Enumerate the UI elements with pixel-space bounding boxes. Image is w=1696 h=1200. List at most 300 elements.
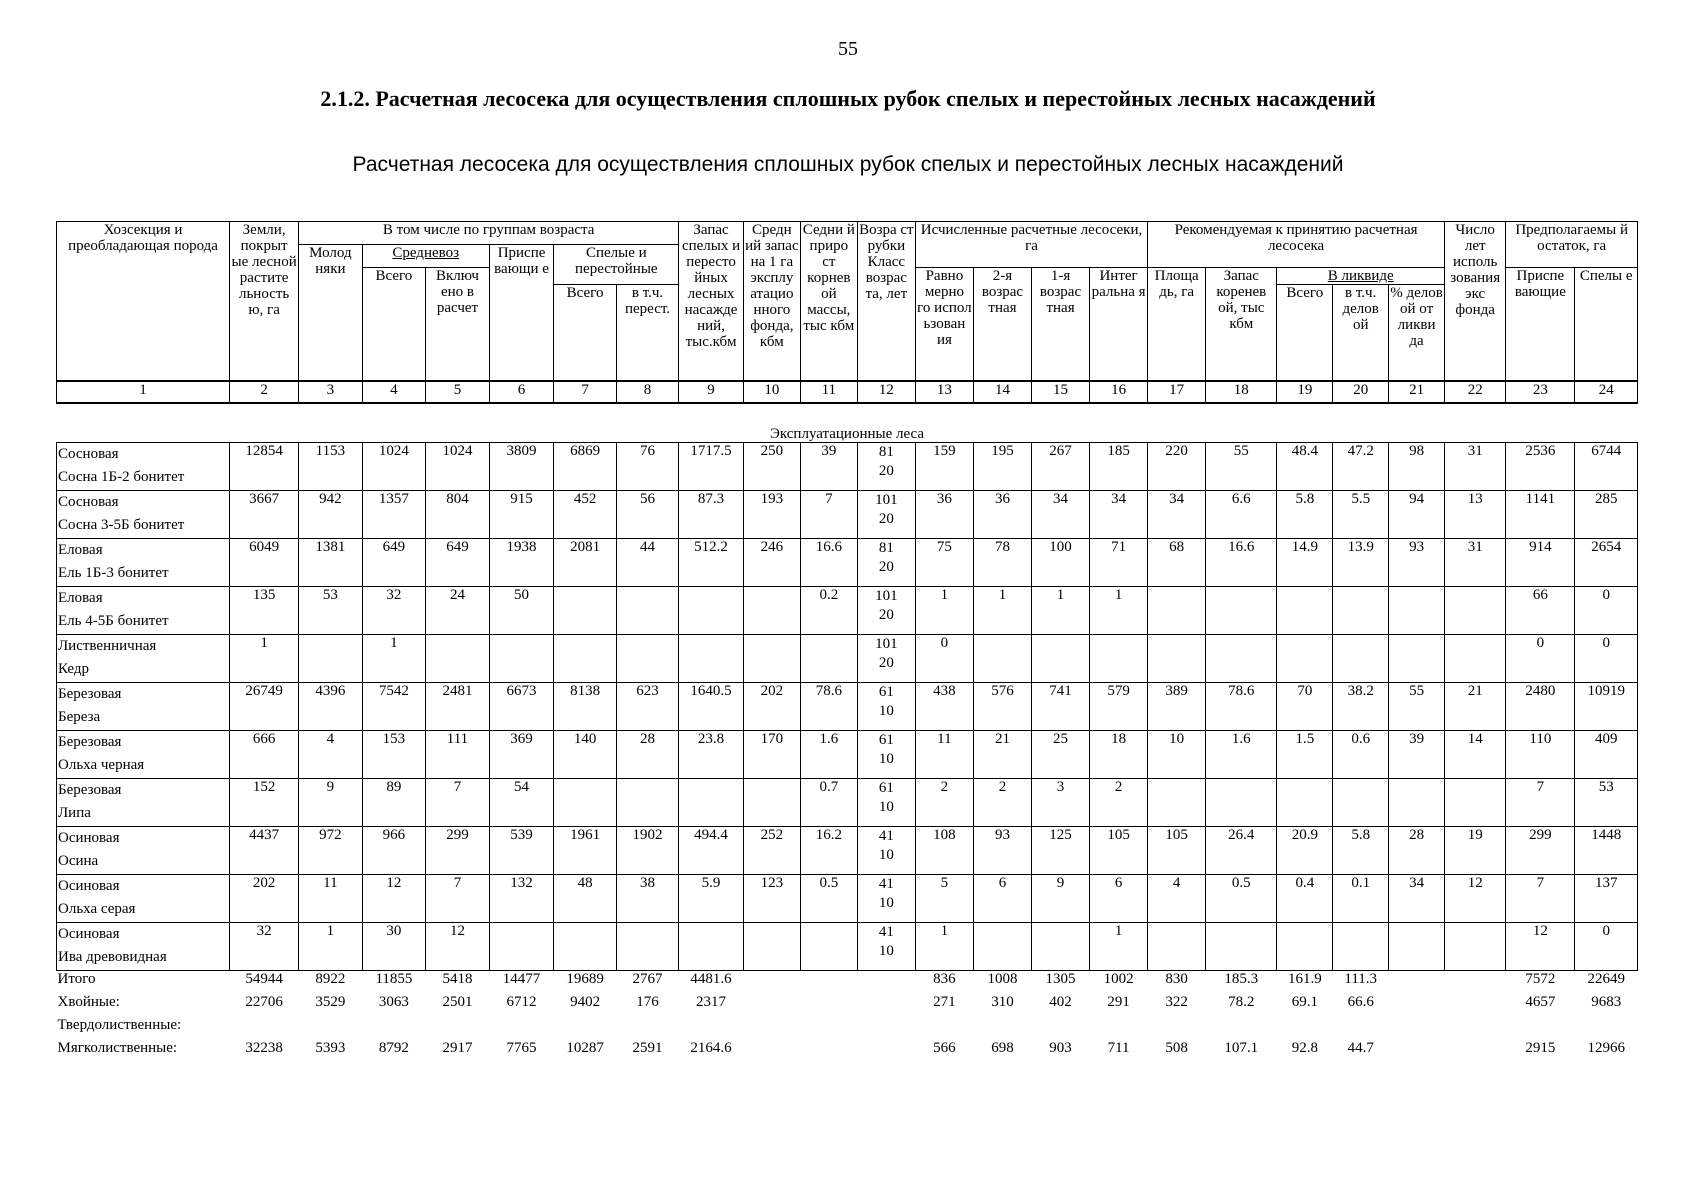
table-cell xyxy=(1148,922,1206,970)
hozsection-label: Еловая xyxy=(58,541,103,558)
table-cell: 12854 xyxy=(230,442,299,490)
cutting-age-cell xyxy=(857,922,915,970)
column-number-8: 8 xyxy=(616,381,678,403)
table-cell: 89 xyxy=(362,778,426,826)
total-cell: 322 xyxy=(1165,993,1188,1010)
table-cell xyxy=(1445,922,1506,970)
cutting-age-cell xyxy=(857,442,915,490)
table-cell: 4437 xyxy=(230,826,299,874)
total-cell xyxy=(1032,1017,1090,1040)
table-cell: 1 xyxy=(915,922,973,970)
hozsection-label: Осиновая xyxy=(58,829,120,846)
cutting-age-value: 81 xyxy=(878,539,894,556)
table-cell: 6 xyxy=(1090,874,1148,922)
species-cell xyxy=(57,586,230,634)
header-rem-mature: Спелы е xyxy=(1575,268,1638,381)
table-cell: 1024 xyxy=(362,442,426,490)
column-number-21: 21 xyxy=(1389,381,1445,403)
total-cell: 566 xyxy=(933,1039,956,1056)
table-cell: 1 xyxy=(299,922,363,970)
table-cell: 1 xyxy=(362,634,426,682)
table-cell xyxy=(1445,634,1506,682)
header-uniform: Равно мерно го испол ьзован ия xyxy=(915,268,973,381)
table-row xyxy=(57,682,1638,730)
table-cell: 123 xyxy=(743,874,800,922)
table-cell: 5.9 xyxy=(679,874,744,922)
total-cell: 7572 xyxy=(1525,970,1556,987)
table-cell: 914 xyxy=(1506,538,1575,586)
total-cell: 1305 xyxy=(1045,970,1076,987)
table-cell: 915 xyxy=(489,490,554,538)
total-cell xyxy=(1506,1017,1575,1040)
total-cell xyxy=(1090,1017,1148,1040)
cutting-age-cell xyxy=(857,778,915,826)
species-label: Береза xyxy=(58,708,101,725)
species-cell xyxy=(57,730,230,778)
cutting-age-value: 101 xyxy=(875,635,898,652)
total-cell: 4481.6 xyxy=(690,970,732,987)
table-cell: 54 xyxy=(489,778,554,826)
table-row xyxy=(57,538,1638,586)
total-cell: 54944 xyxy=(245,970,283,987)
table-cell: 250 xyxy=(743,442,800,490)
table-row xyxy=(57,826,1638,874)
table-row xyxy=(57,490,1638,538)
total-cell xyxy=(743,1040,800,1063)
total-cell xyxy=(1445,970,1506,994)
total-cell: 830 xyxy=(1165,970,1188,987)
table-cell: 48.4 xyxy=(1277,442,1333,490)
table-cell xyxy=(554,922,616,970)
total-cell: 2164.6 xyxy=(690,1039,732,1056)
table-cell: 93 xyxy=(973,826,1031,874)
species-cell xyxy=(57,826,230,874)
cutting-age-cell xyxy=(857,874,915,922)
table-cell: 98 xyxy=(1389,442,1445,490)
table-cell: 7 xyxy=(426,874,490,922)
table-totals xyxy=(57,970,1638,1063)
table-cell xyxy=(1148,634,1206,682)
cutting-age-value: 41 xyxy=(878,875,894,892)
table-cell: 579 xyxy=(1090,682,1148,730)
table-cell xyxy=(743,778,800,826)
table-cell xyxy=(679,634,744,682)
table-cell: 76 xyxy=(616,442,678,490)
header-remainder: Предполагаемы й остаток, га xyxy=(1506,222,1638,268)
table-cell xyxy=(1206,634,1277,682)
table-cell: 34 xyxy=(1148,490,1206,538)
column-number-2: 2 xyxy=(230,381,299,403)
cutting-age-value: 41 xyxy=(878,827,894,844)
table-cell: 32 xyxy=(230,922,299,970)
table-cell xyxy=(1148,586,1206,634)
total-cell xyxy=(1389,1017,1445,1040)
table-cell: 5.8 xyxy=(1277,490,1333,538)
table-cell: 34 xyxy=(1389,874,1445,922)
table-cell xyxy=(1148,778,1206,826)
table-cell: 55 xyxy=(1206,442,1277,490)
table-cell: 26.4 xyxy=(1206,826,1277,874)
header-integral: Интег ральна я xyxy=(1090,268,1148,381)
species-cell xyxy=(57,634,230,682)
total-cell: 2591 xyxy=(632,1039,663,1056)
total-cell: 111.3 xyxy=(1344,970,1378,987)
table-cell xyxy=(743,922,800,970)
table-cell xyxy=(554,586,616,634)
table-row xyxy=(57,586,1638,634)
table-cell: 2480 xyxy=(1506,682,1575,730)
column-number-5: 5 xyxy=(426,381,490,403)
total-row xyxy=(57,1017,1638,1040)
column-number-15: 15 xyxy=(1032,381,1090,403)
page-number: 55 xyxy=(838,38,858,60)
total-label: Мягколиственные: xyxy=(57,1039,178,1056)
cutting-age-cell xyxy=(857,826,915,874)
total-cell: 2501 xyxy=(442,993,473,1010)
hozsection-label: Еловая xyxy=(58,589,103,606)
table-cell xyxy=(1333,586,1389,634)
total-cell: 3063 xyxy=(378,993,409,1010)
table-cell: 1.6 xyxy=(1206,730,1277,778)
table-cell: 252 xyxy=(743,826,800,874)
total-cell: 836 xyxy=(933,970,956,987)
total-cell: 78.2 xyxy=(1228,993,1255,1010)
column-number-3: 3 xyxy=(299,381,363,403)
table-cell: 1 xyxy=(1090,922,1148,970)
table-cell: 66 xyxy=(1506,586,1575,634)
table-cell: 4 xyxy=(1148,874,1206,922)
table-cell xyxy=(973,634,1031,682)
total-cell xyxy=(1277,1017,1333,1040)
header-young: Молод няки xyxy=(299,245,363,381)
table-cell xyxy=(426,634,490,682)
cutting-age-value: 101 xyxy=(875,491,898,508)
column-number-13: 13 xyxy=(915,381,973,403)
table-cell xyxy=(1389,634,1445,682)
table-cell: 666 xyxy=(230,730,299,778)
table-cell xyxy=(1333,634,1389,682)
table-cell: 3667 xyxy=(230,490,299,538)
total-cell: 5418 xyxy=(442,970,473,987)
total-cell: 66.6 xyxy=(1347,993,1374,1010)
table-cell: 93 xyxy=(1389,538,1445,586)
table-cell: 38.2 xyxy=(1333,682,1389,730)
total-cell xyxy=(1333,1017,1389,1040)
table-cell: 108 xyxy=(915,826,973,874)
table-cell: 741 xyxy=(1032,682,1090,730)
total-row xyxy=(57,970,1638,994)
table-cell: 1 xyxy=(973,586,1031,634)
total-row xyxy=(57,994,1638,1017)
table-cell: 0.7 xyxy=(800,778,857,826)
table-cell: 0.5 xyxy=(800,874,857,922)
total-cell: 92.8 xyxy=(1291,1039,1318,1056)
table-cell: 7 xyxy=(800,490,857,538)
table-cell: 16.6 xyxy=(1206,538,1277,586)
header-liquid-percent: % делов ой от ликви да xyxy=(1389,285,1445,381)
table-cell: 6.6 xyxy=(1206,490,1277,538)
table-cell xyxy=(679,586,744,634)
header-liquid: В ликвиде xyxy=(1277,268,1445,285)
table-cell: 7 xyxy=(1506,778,1575,826)
total-cell xyxy=(679,1017,744,1040)
column-number-16: 16 xyxy=(1090,381,1148,403)
age-class-value: 20 xyxy=(878,510,894,527)
total-cell: 161.9 xyxy=(1287,970,1322,987)
age-class-value: 10 xyxy=(878,942,894,959)
table-cell xyxy=(489,922,554,970)
table-cell: 39 xyxy=(800,442,857,490)
column-number-17: 17 xyxy=(1148,381,1206,403)
table-cell: 38 xyxy=(616,874,678,922)
table-cell: 0 xyxy=(1575,586,1638,634)
table-cell: 170 xyxy=(743,730,800,778)
table-cell: 105 xyxy=(1148,826,1206,874)
total-cell xyxy=(1206,1017,1277,1040)
table-cell: 1381 xyxy=(299,538,363,586)
total-cell xyxy=(1445,1040,1506,1063)
total-cell xyxy=(489,1017,554,1040)
table-cell: 202 xyxy=(743,682,800,730)
table-cell xyxy=(973,922,1031,970)
header-liquid-business: в т.ч. делов ой xyxy=(1333,285,1389,381)
table-cell: 36 xyxy=(973,490,1031,538)
table-cell: 110 xyxy=(1506,730,1575,778)
total-cell xyxy=(973,1017,1031,1040)
table-cell xyxy=(1032,922,1090,970)
species-label: Ель 1Б-3 бонитет xyxy=(58,564,169,581)
hozsection-label: Осиновая xyxy=(58,877,120,894)
column-number-9: 9 xyxy=(679,381,744,403)
header-computed: Исчисленные расчетные лесосеки, га xyxy=(915,222,1147,268)
total-cell: 1008 xyxy=(987,970,1018,987)
table-cell: 2654 xyxy=(1575,538,1638,586)
cutting-age-value: 61 xyxy=(878,779,894,796)
table-cell xyxy=(1333,922,1389,970)
table-cell: 1024 xyxy=(426,442,490,490)
total-cell: 711 xyxy=(1107,1039,1130,1056)
header-area: Площа дь, га xyxy=(1148,268,1206,381)
table-cell: 1141 xyxy=(1506,490,1575,538)
table-cell: 4396 xyxy=(299,682,363,730)
table-cell: 649 xyxy=(362,538,426,586)
header-mature: Спелые и перестойные xyxy=(554,245,679,285)
table-cell xyxy=(1032,634,1090,682)
column-number-24: 24 xyxy=(1575,381,1638,403)
table-row xyxy=(57,634,1638,682)
table-cell xyxy=(299,634,363,682)
table-cell: 137 xyxy=(1575,874,1638,922)
table-cell xyxy=(743,634,800,682)
table-cell: 20.9 xyxy=(1277,826,1333,874)
column-number-20: 20 xyxy=(1333,381,1389,403)
table-cell: 0.4 xyxy=(1277,874,1333,922)
cutting-age-cell xyxy=(857,682,915,730)
table-cell: 152 xyxy=(230,778,299,826)
hozsection-label: Осиновая xyxy=(58,925,120,942)
table-cell: 71 xyxy=(1090,538,1148,586)
header-forest-land: Земли, покрыт ые лесной растите льность ю, га xyxy=(230,222,299,381)
header-rem-premature: Приспе вающие xyxy=(1506,268,1575,381)
table-cell xyxy=(800,922,857,970)
total-cell xyxy=(800,970,857,994)
total-cell xyxy=(1575,1017,1638,1040)
table-cell: 100 xyxy=(1032,538,1090,586)
cutting-age-cell xyxy=(857,538,915,586)
cutting-age-cell xyxy=(857,490,915,538)
table-cell: 1.6 xyxy=(800,730,857,778)
species-label: Осина xyxy=(58,852,99,869)
total-cell xyxy=(299,1017,363,1040)
age-class-value: 20 xyxy=(878,558,894,575)
total-cell: 8922 xyxy=(315,970,346,987)
header-recommended: Рекомендуемая к принятию расчетная лесосека xyxy=(1148,222,1445,268)
table-cell xyxy=(1277,922,1333,970)
column-number-23: 23 xyxy=(1506,381,1575,403)
table-cell: 0.6 xyxy=(1333,730,1389,778)
table-cell: 220 xyxy=(1148,442,1206,490)
table-cell: 9 xyxy=(299,778,363,826)
header-hozsection: Хозсекция и преобладающая порода xyxy=(57,222,230,381)
table-cell: 78.6 xyxy=(1206,682,1277,730)
table-cell: 87.3 xyxy=(679,490,744,538)
table-cell xyxy=(1277,634,1333,682)
species-label: Кедр xyxy=(58,660,90,677)
table-cell: 14 xyxy=(1445,730,1506,778)
column-number-12: 12 xyxy=(857,381,915,403)
table-cell: 78.6 xyxy=(800,682,857,730)
age-class-value: 10 xyxy=(878,702,894,719)
table-cell: 6049 xyxy=(230,538,299,586)
header-second-age: 2-я возрас тная xyxy=(973,268,1031,381)
table-cell xyxy=(1445,778,1506,826)
table-cell: 438 xyxy=(915,682,973,730)
table-cell xyxy=(1389,778,1445,826)
table-body xyxy=(57,403,1638,971)
table-cell xyxy=(1333,778,1389,826)
species-label: Ольха серая xyxy=(58,900,136,917)
total-cell: 310 xyxy=(991,993,1014,1010)
table-cell: 94 xyxy=(1389,490,1445,538)
hozsection-label: Березовая xyxy=(58,781,122,798)
total-cell xyxy=(800,994,857,1017)
column-number-14: 14 xyxy=(973,381,1031,403)
table-row xyxy=(57,874,1638,922)
table-cell xyxy=(800,634,857,682)
table-cell xyxy=(1277,778,1333,826)
hozsection-label: Сосновая xyxy=(58,493,119,510)
table-cell: 44 xyxy=(616,538,678,586)
table-cell: 389 xyxy=(1148,682,1206,730)
total-cell xyxy=(1389,994,1445,1017)
table-cell: 185 xyxy=(1090,442,1148,490)
total-label: Твердолиственные: xyxy=(57,1016,182,1033)
total-cell xyxy=(362,1017,426,1040)
table-cell: 12 xyxy=(426,922,490,970)
total-row xyxy=(57,1040,1638,1063)
species-label: Сосна 1Б-2 бонитет xyxy=(58,468,185,485)
table-cell: 23.8 xyxy=(679,730,744,778)
table-cell: 16.6 xyxy=(800,538,857,586)
table-cell xyxy=(679,922,744,970)
table-cell: 972 xyxy=(299,826,363,874)
table-cell: 246 xyxy=(743,538,800,586)
species-label: Ель 4-5Б бонитет xyxy=(58,612,169,629)
total-cell xyxy=(616,1017,678,1040)
header-premature: Приспе вающи е xyxy=(489,245,554,381)
total-cell: 2767 xyxy=(632,970,663,987)
table-cell: 1961 xyxy=(554,826,616,874)
total-cell xyxy=(857,994,915,1017)
table-cell: 0 xyxy=(1575,634,1638,682)
column-number-7: 7 xyxy=(554,381,616,403)
table-cell: 299 xyxy=(426,826,490,874)
section-heading: 2.1.2. Расчетная лесосека для осуществления сплошных рубок спелых и перестойных лесных насаждений xyxy=(320,86,1376,111)
header-cutting-age: Возра ст рубки Класс возрас та, лет xyxy=(857,222,915,381)
total-cell: 3529 xyxy=(315,993,346,1010)
table-cell: 2 xyxy=(973,778,1031,826)
total-cell: 22649 xyxy=(1587,970,1625,987)
table-cell: 0 xyxy=(1575,922,1638,970)
table-cell xyxy=(554,778,616,826)
column-number-11: 11 xyxy=(800,381,857,403)
total-cell xyxy=(857,970,915,994)
total-cell xyxy=(743,994,800,1017)
total-label: Итого xyxy=(57,970,96,987)
species-label: Сосна 3-5Б бонитет xyxy=(58,516,185,533)
table-cell: 16.2 xyxy=(800,826,857,874)
column-number-10: 10 xyxy=(743,381,800,403)
header-years-use: Число лет исполь зования экс фонда xyxy=(1445,222,1506,381)
table-cell: 2481 xyxy=(426,682,490,730)
hozsection-label: Лиственничная xyxy=(58,637,157,654)
table-cell: 5 xyxy=(915,874,973,922)
table-cell xyxy=(616,586,678,634)
section-label: Эксплуатационные леса xyxy=(769,425,925,442)
table-cell: 195 xyxy=(973,442,1031,490)
table-cell: 28 xyxy=(1389,826,1445,874)
header-middle-age: Средневоз xyxy=(362,245,489,268)
total-cell xyxy=(554,1017,616,1040)
table-cell: 11 xyxy=(915,730,973,778)
total-cell: 7765 xyxy=(506,1039,537,1056)
cutting-age-value: 81 xyxy=(878,443,894,460)
column-number-1: 1 xyxy=(57,381,230,403)
species-label: Ольха черная xyxy=(58,756,145,773)
table-cell: 649 xyxy=(426,538,490,586)
table-cell: 53 xyxy=(299,586,363,634)
total-cell: 6712 xyxy=(506,993,537,1010)
table-cell: 125 xyxy=(1032,826,1090,874)
table-cell: 6 xyxy=(973,874,1031,922)
table-cell: 942 xyxy=(299,490,363,538)
table-cell: 28 xyxy=(616,730,678,778)
cutting-age-value: 101 xyxy=(875,587,898,604)
table-cell: 50 xyxy=(489,586,554,634)
table-cell: 1640.5 xyxy=(679,682,744,730)
table-cell: 24 xyxy=(426,586,490,634)
total-cell xyxy=(743,970,800,994)
species-cell xyxy=(57,874,230,922)
total-cell xyxy=(1389,1040,1445,1063)
table-cell: 21 xyxy=(973,730,1031,778)
total-cell: 14477 xyxy=(502,970,541,987)
table-row xyxy=(57,778,1638,826)
header-avg-stock: Средн ий запас на 1 га эксплу атацио нного фонда, кбм xyxy=(743,222,800,381)
table-cell xyxy=(1206,586,1277,634)
table-cell xyxy=(1206,778,1277,826)
total-cell: 19689 xyxy=(566,970,604,987)
